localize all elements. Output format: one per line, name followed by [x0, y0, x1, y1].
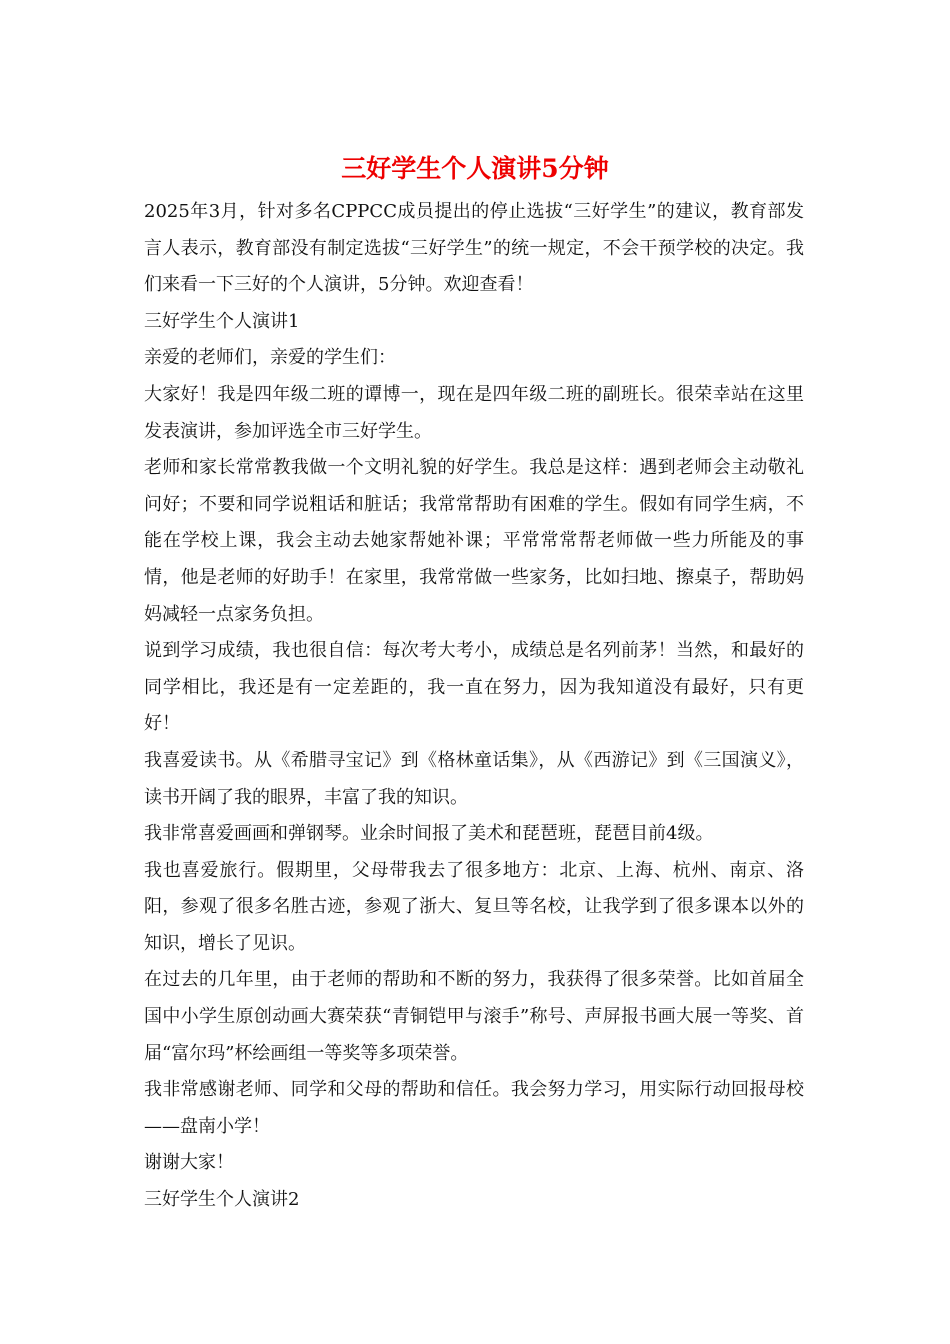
paragraph-travel: 我也喜爱旅行。假期里，父母带我去了很多地方：北京、上海、杭州、南京、洛阳，参观了很多名胜古迹，参观了浙大、复旦等名校，让我学到了很多课本以外的知识，增长了见识。: [144, 859, 804, 954]
paragraph-intro: 2025年3月，针对多名CPPCC成员提出的停止选拔“三好学生”的建议，教育部发言人表示，教育部没有制定选拔“三好学生”的统一规定，不会干预学校的决定。我们来看一下三好的个人演讲，5分钟。欢迎查看！: [144, 201, 804, 296]
section-heading-1: 三好学生个人演讲1: [144, 310, 300, 332]
paragraph-manners: 老师和家长常常教我做一个文明礼貌的好学生。我总是这样：遇到老师会主动敬礼问好；不要和同学说粗话和脏话；我常常帮助有困难的学生。假如有同学生病，不能在学校上课，我会主动去她家帮她补课；平常常常帮老师做一些力所能及的事情，他是老师的好助手！在家里，我常常做一些家务，比如扫地、擦桌子，帮助妈妈减轻一点家务负担。: [144, 457, 804, 625]
paragraph-thanks: 我非常感谢老师、同学和父母的帮助和信任。我会努力学习，用实际行动回报母校——盘南小学！: [144, 1079, 804, 1137]
paragraph-closing: 谢谢大家！: [144, 1152, 234, 1174]
document-title: 三好学生个人演讲5分钟: [341, 154, 609, 183]
paragraph-hobbies: 我非常喜爱画画和弹钢琴。业余时间报了美术和琵琶班，琵琶目前4级。: [144, 823, 714, 845]
paragraph-reading: 我喜爱读书。从《希腊寻宝记》到《格林童话集》，从《西游记》到《三国演义》，读书开阔了我的眼界，丰富了我的知识。: [144, 749, 804, 808]
document-body: [144, 194, 804, 1219]
paragraph-salutation: 亲爱的老师们，亲爱的学生们：: [144, 347, 396, 369]
paragraph-honors: 在过去的几年里，由于老师的帮助和不断的努力，我获得了很多荣誉。比如首届全国中小学生原创动画大赛荣获“青铜铠甲与滚手”称号、声屏报书画大展一等奖、首届“富尔玛”杯绘画组一等奖等多项荣誉。: [144, 969, 804, 1064]
paragraph-study: 说到学习成绩，我也很自信：每次考大考小，成绩总是名列前茅！当然，和最好的同学相比，我还是有一定差距的，我一直在努力，因为我知道没有最好，只有更好！: [144, 640, 804, 735]
paragraph-greeting: 大家好！我是四年级二班的谭博一，现在是四年级二班的副班长。很荣幸站在这里发表演讲，参加评选全市三好学生。: [144, 383, 804, 442]
section-heading-2: 三好学生个人演讲2: [144, 1189, 300, 1211]
